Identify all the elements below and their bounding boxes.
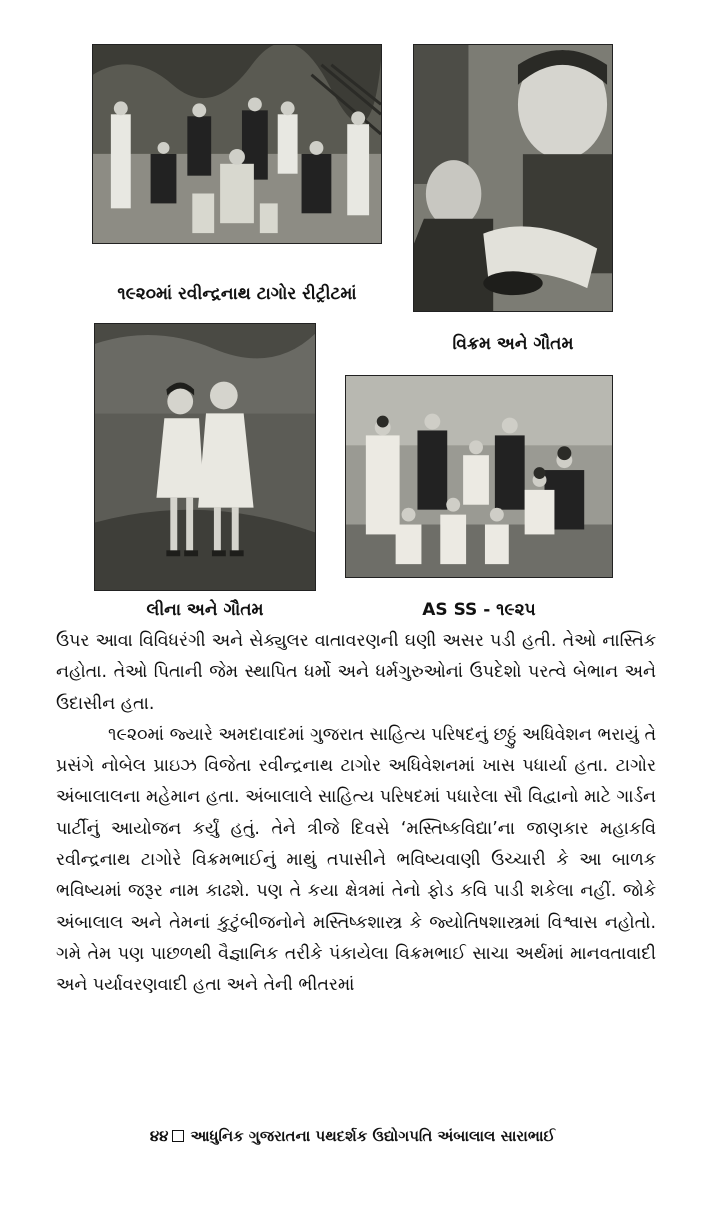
box-icon xyxy=(172,1130,184,1142)
book-title: આધુનિક ગુજરાતના પથદર્શક ઉદ્યોગપતિ અંબાલાલ સારાભાઈ xyxy=(190,1127,556,1145)
photo-family-1925 xyxy=(345,375,613,578)
body-paragraph: ઉપર આવા વિવિધરંગી અને સેક્યુલર વાતાવરણની ઘણી અસર પડી હતી. તેઓ નાસ્તિક નહોતા. તેઓ પિતાની જેમ સ્થાપિત ધર્મો અને ધર્મગુરુઓનાં ઉપદેશો પરત્વે બેભાન અને ઉદાસીન હતા. xyxy=(56,631,656,714)
photo-tagore-retreat xyxy=(92,44,382,244)
caption-family-1925: AS SS - ૧૯૨૫ xyxy=(422,600,536,620)
caption-leena-gautam: લીના અને ગૌતમ xyxy=(146,600,264,620)
caption-tagore-retreat: ૧૯૨૦માં રવીન્દ્રનાથ ટાગોર રીટ્રીટમાં xyxy=(117,284,357,304)
page-number: ૪૪ xyxy=(149,1127,169,1145)
body-text xyxy=(56,626,656,1002)
page-footer xyxy=(0,1127,705,1145)
caption-vikram-gautam: વિક્રમ અને ગૌતમ xyxy=(452,334,574,354)
body-paragraph: ૧૯૨૦માં જ્યારે અમદાવાદમાં ગુજરાત સાહિત્ય પરિષદનું છઠ્ઠું અધિવેશન ભરાયું તે પ્રસંગે નોબેલ પ્રાઇઝ વિજેતા રવીન્દ્રનાથ ટાગોર અધિવેશનમાં ખાસ પધાર્યા હતા. ટાગોર અંબાલાલના મહેમાન હતા. અંબાલાલે સાહિત્ય પરિષદમાં પધારેલા સૌ વિદ્વાનો માટે ગાર્ડન પાર્ટીનું આયોજન કર્યું હતું. તેને ત્રીજે દિવસે ‘મસ્તિષ્કવિદ્યા’ના જાણકાર મહાકવિ રવીન્દ્રનાથ ટાગોરે વિક્રમભાઈનું માથું તપાસીને ભવિષ્યવાણી ઉચ્ચારી કે આ બાળક ભવિષ્યમાં જરૂર નામ કાઢશે. પણ તે કયા ક્ષેત્રમાં તેનો ફોડ કવિ પાડી શકેલા નહીં. જોકે અંબાલાલ અને તેમનાં કુટુંબીજનોને મસ્તિષ્કશાસ્ત્ર કે જ્યોતિષશાસ્ત્રમાં વિશ્વાસ નહોતો. ગમે તેમ પણ પાછળથી વૈજ્ઞાનિક તરીકે પંકાયેલા વિક્રમભાઈ સાચા અર્થમાં માનવતાવાદી અને પર્યાવરણવાદી હતા અને તેની ભીતરમાં xyxy=(56,724,656,996)
photo-leena-gautam xyxy=(94,323,316,591)
photo-vikram-gautam xyxy=(413,44,613,312)
